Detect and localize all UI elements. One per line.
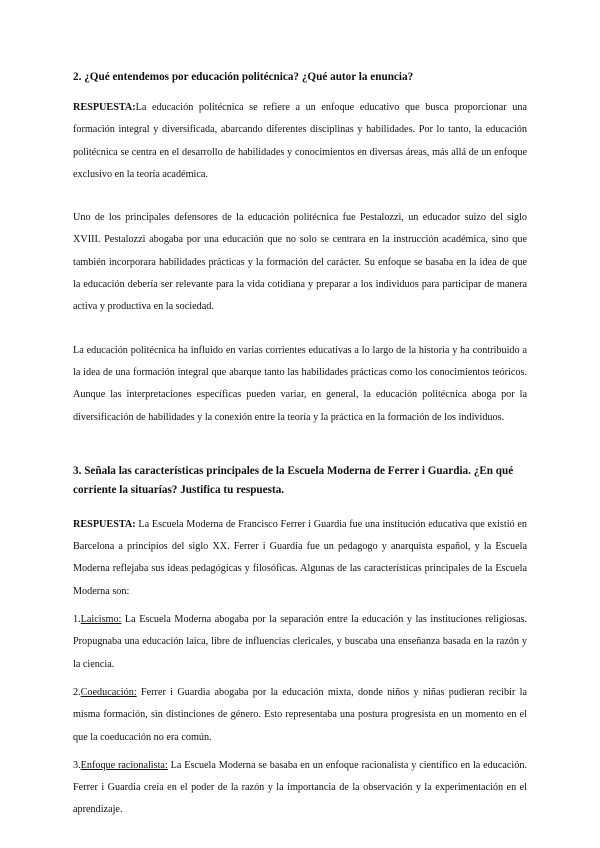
q3-answer-label: RESPUESTA: (73, 518, 136, 530)
question-3-heading: 3. Señala las características principales de la Escuela Moderna de Ferrer i Guardia. ¿En qué corriente la situarías? Justifica tu respuesta. (73, 464, 514, 496)
question-2-heading: 2. ¿Qué entendemos por educación politécnica? ¿Qué autor la enuncia? (73, 71, 414, 83)
list-item-laicismo (73, 609, 527, 676)
list-item-coeducacion (73, 682, 527, 749)
list-item-number: 2. (73, 686, 81, 698)
list-item-title: Coeducación: (80, 686, 137, 698)
list-item-text: La Escuela Moderna abogaba por la separación entre la educación y las instituciones religiosas. Propugnaba una educación laica, libre de influencias clericales, y buscaba una enseñanza basada en la razón y la ciencia. (73, 614, 527, 670)
q3-intro-text: La Escuela Moderna de Francisco Ferrer i Guardia fue una institución educativa que existió en Barcelona a principios del siglo XX. Ferrer i Guardia fue un pedagogo y anarquista español, y la Escuela Moderna reflejaba sus ideas pedagógicas y filosóficas. Algunas de las características principales de la Escuela Moderna son: (73, 518, 527, 597)
list-item-title: Laicismo: (80, 614, 122, 626)
q3-intro (73, 514, 527, 603)
document-page (73, 68, 527, 822)
q2-answer-label: RESPUESTA: (73, 102, 136, 113)
list-item-title: Enfoque racionalista: (80, 759, 168, 771)
list-item-enfoque-racionalista (73, 755, 527, 822)
list-item-text: Ferrer i Guardia abogaba por la educación mixta, donde niños y niñas pudieran recibir la misma formación, sin distinciones de género. Esto representaba una postura progresista en un momento en el que la coeducación no era común. (73, 686, 527, 743)
q2-paragraph-1-text: La educación politécnica se refiere a un enfoque educativo que busca proporcionar una formación integral y diversificada, abarcando diferentes disciplinas y habilidades. Por lo tanto, la educación politécnica se centra en el desarrollo de habilidades y conocimientos en diversas áreas, más allá de un enfoque exclusivo en la teoría académica. (73, 102, 527, 180)
q2-paragraph-2: Uno de los principales defensores de la educación politécnica fue Pestalozzi, un educador suizo del siglo XVIII. Pestalozzi abogaba por una educación que no solo se centrara en la instrucción académica, sino que también incorporara habilidades prácticas y la formación del carácter. Su enfoque se basaba en la idea de que la educación debería ser relevante para la vida cotidiana y preparar a los individuos para participar de manera activa y productiva en la sociedad. (73, 212, 527, 313)
list-item-number: 1. (73, 614, 81, 626)
q2-paragraph-3: La educación politécnica ha influido en varias corrientes educativas a lo largo de la historia y ha contribuido a la idea de una formación integral que abarque tanto las habilidades prácticas como los conocimientos teóricos. Aunque las interpretaciones específicas pueden variar, en general, la educación politécnica aboga por la diversificación de habilidades y la conexión entre la teoría y la práctica en la formación de los individuos. (73, 344, 527, 423)
list-item-number: 3. (73, 759, 81, 771)
q2-paragraph-1 (73, 97, 527, 186)
list-item-text: La Escuela Moderna se basaba en un enfoque racionalista y científico en la educación. Ferrer i Guardia creía en el poder de la razón y la importancia de la observación y la experimentación en el aprendizaje. (73, 759, 528, 816)
